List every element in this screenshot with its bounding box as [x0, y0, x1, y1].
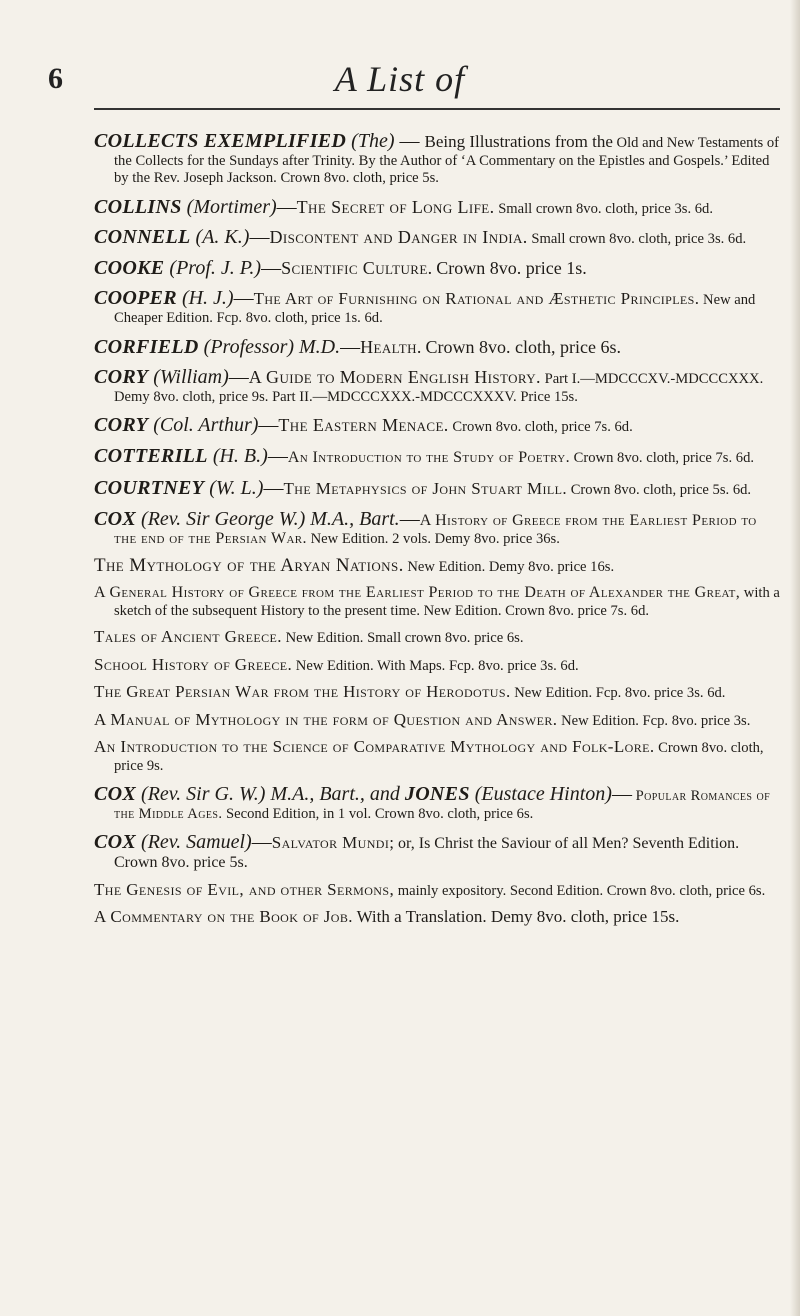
sub-entry — [94, 628, 782, 648]
sub-entry-details: New Edition. With Maps. Fcp. 8vo. price 3s. 6d. — [295, 657, 579, 674]
entry-title: Salvator Mundi; — [271, 833, 395, 852]
entry-author: CORY — [94, 414, 149, 436]
entry-author: COLLINS — [94, 195, 182, 218]
entry-author: COOPER — [94, 287, 177, 309]
entry-qualifier: (Rev. Sir G. W.) M.A., Bart., and — [141, 783, 400, 805]
entry-coauthor: JONES — [404, 783, 470, 805]
catalogue-entry: COOKE (Prof. J. P.)—Scientific Culture. Crown 8vo. price 1s. — [94, 256, 587, 279]
entry-title: An Introduction to the Study of Poetry. — [287, 448, 570, 466]
sub-entry — [94, 738, 782, 775]
entry-details: Small crown 8vo. cloth, price 3s. 6d. — [498, 200, 714, 217]
entry-qualifier: (Rev. Samuel) — [141, 831, 252, 853]
entry-qualifier: (Mortimer) — [186, 195, 277, 218]
entry-details: New Edition. 2 vols. Demy 8vo. price 36s. — [310, 531, 560, 547]
entry-qualifier: (H. B.) — [212, 444, 268, 467]
entry-author: COX — [94, 831, 137, 853]
catalogue-entry: COX (Rev. Samuel)—Salvator Mundi; or, Is Christ the Saviour of all Men? Seventh Edition. Crown 8vo. price 5s. — [94, 831, 740, 871]
entry-details: Crown 8vo. cloth, price 7s. 6d. — [452, 419, 633, 435]
entry-title: Discontent and Danger in India. — [269, 227, 528, 247]
sub-entry-title: A General History of Greece from the Earliest Period to the Death of Alexander the Great, — [94, 584, 741, 601]
entry-author: COX — [94, 507, 137, 530]
entry-details: Crown 8vo. price 1s. — [436, 257, 587, 278]
entry-details: New and Cheaper Edition. Fcp. 8vo. cloth, price 1s. 6d. — [114, 292, 756, 326]
catalogue-entry: CORY (Col. Arthur)—The Eastern Menace. Crown 8vo. cloth, price 7s. 6d. — [94, 414, 633, 436]
entry-details: Old and New Testaments of the Collects for the Sundays after Trinity. By the Author of ‘A Commentary on the Epistles and Gospels.’ Edited by the Rev. Joseph Jackson. Crown 8vo. cloth, price 5s. — [114, 135, 779, 186]
sub-entry-details: With a Translation. Demy 8vo. cloth, price 15s. — [356, 907, 680, 926]
page-number: 6 — [48, 62, 63, 95]
entry-qualifier: (W. L.) — [209, 476, 264, 499]
sub-entry-title: School History of Greece. — [94, 654, 293, 674]
sub-entry-title: The Great Persian War from the History of Herodotus. — [94, 682, 511, 701]
sub-entry-details: New Edition. Fcp. 8vo. price 3s. — [561, 712, 751, 729]
sub-entry — [94, 881, 782, 901]
running-title: A List of — [334, 59, 466, 99]
page-edge-shadow — [790, 0, 800, 1316]
catalogue-entry: COX (Rev. Sir G. W.) M.A., Bart., and JONES (Eustace Hinton)— Popular Romances of the Middle Ages. Second Edition, in 1 vol. Crown 8vo. cloth, price 6s. — [94, 783, 771, 822]
sub-entry-details: New Edition. Demy 8vo. price 16s. — [407, 558, 615, 575]
entry-title: Being Illustrations from the — [424, 132, 613, 151]
sub-entry-details: Crown 8vo. cloth, price 9s. — [114, 740, 764, 774]
entry-author: COOKE — [94, 256, 165, 279]
catalogue-entry: COTTERILL (H. B.)—An Introduction to the Study of Poetry. Crown 8vo. cloth, price 7s. 6d. — [94, 444, 755, 467]
entry-coauthor-qualifier: (Eustace Hinton) — [474, 783, 612, 805]
entry-title: A Guide to Modern English History. — [248, 367, 541, 387]
entry-details: Part I.—MDCCCXV.-MDCCCXXX. Demy 8vo. cloth, price 9s. Part II.—MDCCCXXX.-MDCCCXXXV. Price 15s. — [114, 371, 764, 405]
entry-qualifier: (William) — [153, 366, 229, 388]
entry-title: The Art of Furnishing on Rational and Æsthetic Principles. — [253, 289, 700, 308]
catalogue-entry: COLLECTS EXEMPLIFIED (The) — Being Illustrations from the Old and New Testaments of the Collects for the Sundays after Trinity. By the Author of ‘A Commentary on the Epistles and Gospels.’ Edited by the Rev. Joseph Jackson. Crown 8vo. cloth, price 5s. — [94, 130, 779, 186]
sub-entry-title: The Mythology of the Aryan Nations. — [94, 554, 404, 576]
entry-details: Small crown 8vo. cloth, price 3s. 6d. — [531, 231, 747, 247]
sub-entry-title: An Introduction to the Science of Comparative Mythology and Folk-Lore. — [94, 737, 655, 756]
entry-qualifier: (The) — [351, 130, 395, 152]
sub-entry-title: A Manual of Mythology in the form of Question and Answer. — [94, 709, 558, 729]
catalogue-entry: CORY (William)—A Guide to Modern English History. Part I.—MDCCCXV.-MDCCCXXX. Demy 8vo. cloth, price 9s. Part II.—MDCCCXXX.-MDCCCXXXV. Price 15s. — [94, 366, 764, 405]
sub-entry — [94, 554, 782, 577]
sub-entry-details: with a sketch of the subsequent History to the present time. New Edition. Crown 8vo. price 7s. 6d. — [114, 585, 780, 619]
entry-qualifier: (H. J.) — [181, 287, 234, 309]
entry-title: The Secret of Long Life. — [296, 196, 495, 217]
header-rule — [94, 108, 780, 110]
entry-author: CORY — [94, 366, 149, 388]
catalogue-entries — [94, 130, 782, 936]
entry-details: or, Is Christ the Saviour of all Men? Seventh Edition. Crown 8vo. price 5s. — [114, 835, 740, 871]
entry-author: COURTNEY — [94, 476, 205, 499]
entry-author: CONNELL — [94, 226, 191, 248]
catalogue-entry: CONNELL (A. K.)—Discontent and Danger in India. Small crown 8vo. cloth, price 3s. 6d. — [94, 226, 747, 248]
entry-details: Second Edition, in 1 vol. Crown 8vo. cloth, price 6s. — [226, 805, 534, 822]
entry-title: Health. — [360, 336, 422, 357]
catalogue-entry: COURTNEY (W. L.)—The Metaphysics of John Stuart Mill. Crown 8vo. cloth, price 5s. 6d. — [94, 476, 752, 499]
entry-title: The Eastern Menace. — [278, 415, 449, 435]
entry-title: Popular Romances of the Middle Ages. — [114, 788, 771, 822]
sub-entry — [94, 656, 782, 676]
entry-author: COX — [94, 783, 137, 805]
entry-title: Scientific Culture. — [281, 257, 433, 278]
entry-details: Crown 8vo. cloth, price 7s. 6d. — [573, 449, 755, 466]
entry-author: COLLECTS EXEMPLIFIED — [94, 130, 347, 152]
catalogue-entry: CORFIELD (Professor) M.D.—Health. Crown 8vo. cloth, price 6s. — [94, 335, 621, 358]
sub-entry-details: New Edition. Small crown 8vo. price 6s. — [285, 630, 524, 646]
sub-entry-title: A Commentary on the Book of Job. — [94, 907, 353, 926]
entry-qualifier: (Prof. J. P.) — [169, 256, 262, 279]
entry-title: The Metaphysics of John Stuart Mill. — [283, 478, 568, 498]
entry-title: A History of Greece from the Earliest Period to the end of the Persian War. — [114, 511, 757, 547]
page-header — [0, 0, 800, 100]
catalogue-entry: COX (Rev. Sir George W.) M.A., Bart.—A History of Greece from the Earliest Period to the end of the Persian War. New Edition. 2 vols. Demy 8vo. price 36s. — [94, 507, 757, 547]
sub-entry-details: New Edition. Fcp. 8vo. price 3s. 6d. — [514, 685, 726, 701]
sub-entry-title: The Genesis of Evil, and other Sermons, — [94, 879, 395, 899]
entry-qualifier: (Col. Arthur) — [153, 414, 259, 436]
sub-entry — [94, 908, 782, 928]
entry-qualifier: (Rev. Sir George W.) M.A., Bart. — [141, 507, 400, 530]
catalogue-entry: COOPER (H. J.)—The Art of Furnishing on Rational and Æsthetic Principles. New and Cheaper Edition. Fcp. 8vo. cloth, price 1s. 6d. — [94, 287, 756, 326]
catalogue-entry: COLLINS (Mortimer)—The Secret of Long Life. Small crown 8vo. cloth, price 3s. 6d. — [94, 195, 714, 218]
entry-qualifier: (A. K.) — [195, 226, 250, 248]
entry-details: Crown 8vo. cloth, price 6s. — [425, 336, 621, 357]
sub-entry-details: mainly expository. Second Edition. Crown 8vo. cloth, price 6s. — [397, 882, 766, 899]
entry-details: Crown 8vo. cloth, price 5s. 6d. — [570, 481, 752, 498]
entry-author: CORFIELD — [94, 335, 199, 358]
entry-author: COTTERILL — [94, 444, 208, 467]
sub-entry — [94, 711, 782, 731]
sub-entry-title: Tales of Ancient Greece. — [94, 627, 282, 646]
sub-entry — [94, 584, 782, 620]
entry-qualifier: (Professor) M.D. — [203, 335, 341, 358]
sub-entry — [94, 683, 782, 703]
